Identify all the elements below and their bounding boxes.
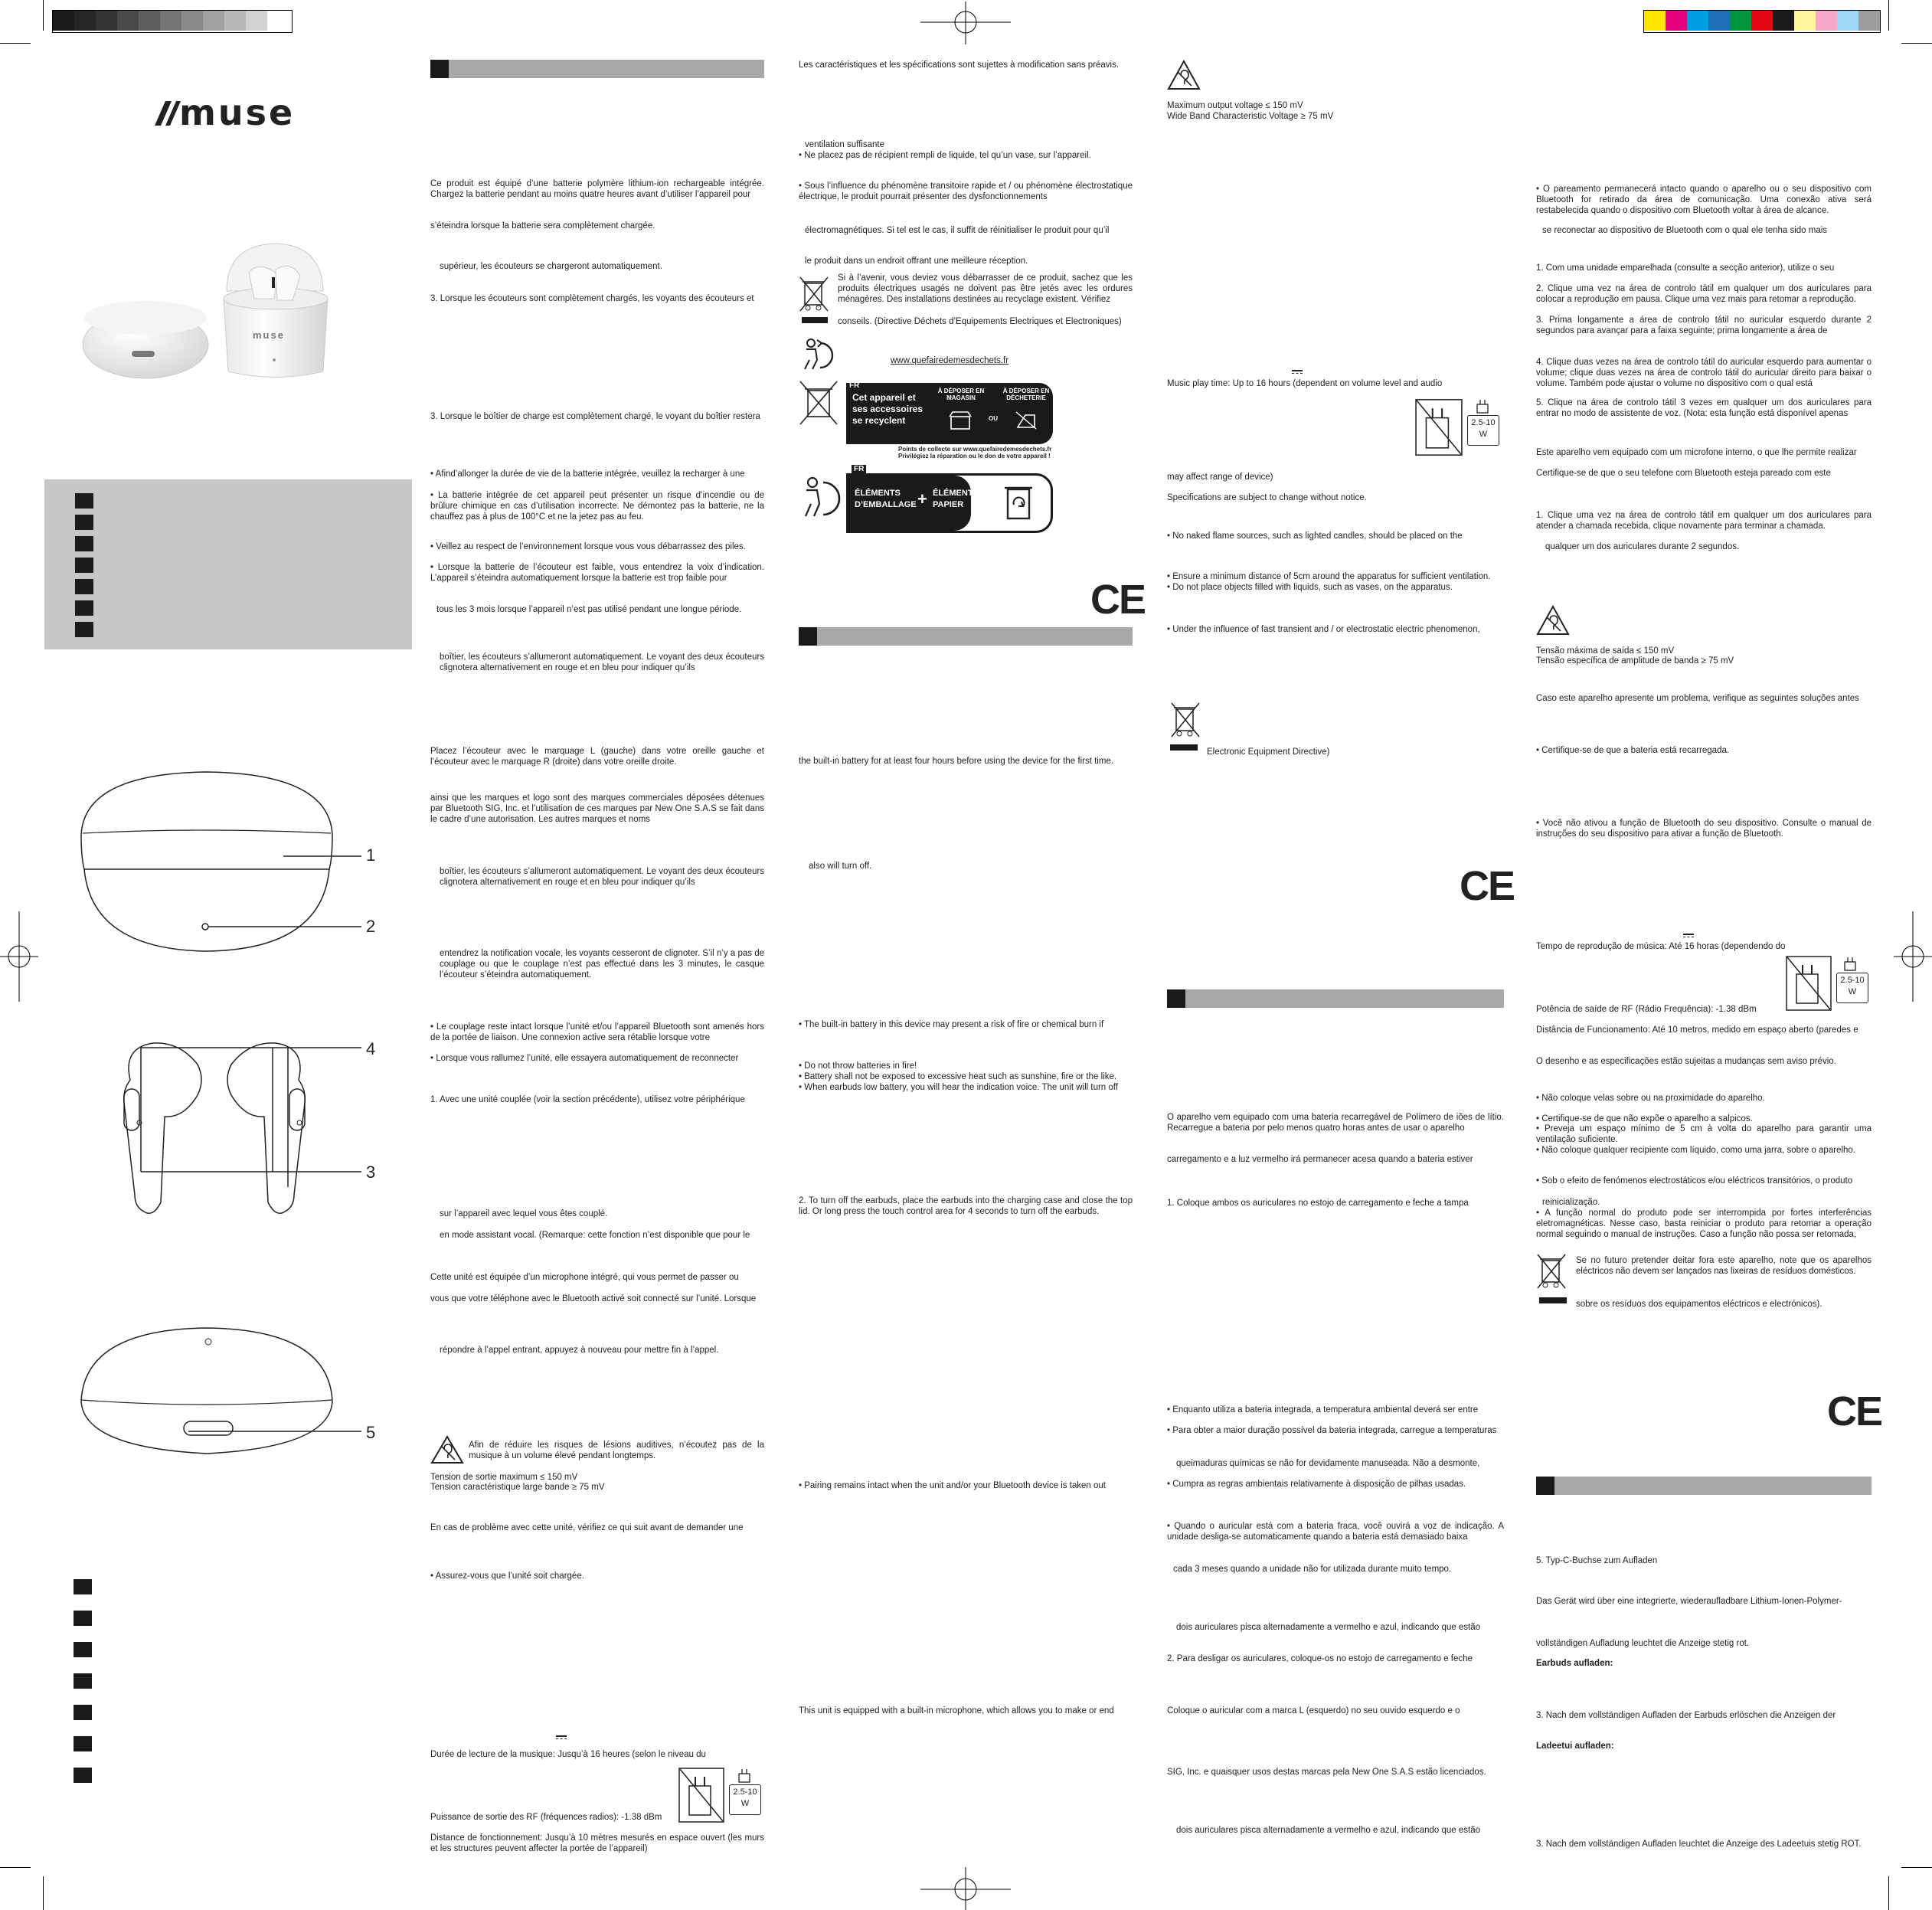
crop-mark	[1901, 1867, 1932, 1868]
plug-icon	[1842, 957, 1858, 971]
para: • La batterie intégrée de cet appareil peut présenter un risque d’incendie ou de brûlure chimique en cas d’utilisation incorrecte. Ne démontez pas la batterie, ne la chauffez pas à plus de 100°C et ne la jetez pas au feu.	[430, 491, 764, 522]
color-bar	[1643, 10, 1881, 33]
para: Este aparelho vem equipado com um microfone interno, o que lhe permite realizar	[1536, 448, 1857, 457]
para: 2. To turn off the earbuds, place the earbuds into the charging case and close the top lid. Or long press the touch control area for 4 seconds to turn off the earbuds.	[799, 1196, 1133, 1216]
muse-logo-mark-icon	[145, 100, 181, 127]
para: • Sob o efeito de fenómenos electrostáticos e/ou eléctricos transitórios, o produto	[1536, 1176, 1853, 1186]
section-header-bar	[430, 60, 764, 78]
para: Tensão máxima de saída ≤ 150 mV	[1536, 646, 1675, 656]
ce-mark: CE	[1460, 863, 1515, 909]
lang-marker	[75, 579, 93, 594]
ce-mark: CE	[1827, 1388, 1882, 1434]
triman-option-b: ÉLÉMENTS PAPIER	[933, 489, 979, 509]
para: Puissance de sortie des RF (fréquences radios): -1.38 dBm	[430, 1813, 662, 1822]
para: cada 3 meses quando a unidade não for utilizada durante muito tempo.	[1173, 1565, 1452, 1574]
para: Potência de saíde de RF (Rádio Frequência): -1.38 dBm	[1536, 1005, 1757, 1014]
label-4: 4	[366, 1039, 376, 1058]
para: dois auriculares pisca alternadamente a vermelho e azul, indicando que estão	[1176, 1623, 1480, 1632]
para: Certifique-se de que o seu telefone com Bluetooth esteja pareado com este	[1536, 469, 1831, 478]
dump-icon	[1015, 410, 1038, 430]
label-5: 5	[366, 1423, 376, 1442]
section-header-bar	[799, 627, 1133, 646]
para: the built-in battery for at least four hours before using the device for the first time.	[799, 757, 1114, 766]
grayscale-bar	[52, 10, 293, 33]
para: vollständigen Aufladung leuchtet die Anzeige stetig rot.	[1536, 1639, 1750, 1648]
para: Caso este aparelho apresente um problema, verifique as seguintes soluções antes	[1536, 694, 1859, 703]
para: 2. Para desligar os auriculares, coloque-os no estojo de carregamento e feche	[1167, 1654, 1473, 1663]
crop-mark	[0, 1867, 31, 1868]
dc-symbol	[1292, 370, 1303, 374]
triman-footnote: Privilégiez la réparation ou le don de votre appareil !	[898, 453, 1051, 460]
charging-case-diagram	[77, 766, 383, 957]
section-header-bar	[1536, 1477, 1872, 1495]
para: 3. Prima longamente a área de controlo tátil no auricular esquerdo durante 2 segundos para avançar para a faixa seguinte; prima longamente a área de	[1536, 316, 1872, 335]
lang-marker	[74, 1705, 92, 1720]
para: • Sous l’influence du phénomène transitoire rapide et / ou phénomène électrostatique électrique, le produit pourrait présenter des dysfonctionnements	[799, 182, 1133, 201]
triman-footnote: Points de collecte sur www.quefairedemesdechets.fr	[898, 446, 1052, 453]
crop-mark	[0, 43, 31, 44]
plug-icon	[1475, 400, 1490, 414]
registration-mark-right	[1894, 911, 1932, 1002]
para: • Ensure a minimum distance of 5cm around the apparatus for sufficient ventilation.	[1167, 572, 1491, 581]
charger-icon-group	[1415, 398, 1504, 456]
charger-power-badge: 2.5-10 W	[1836, 973, 1868, 1003]
section-header-bar	[1167, 989, 1504, 1008]
case-logo-text: muse	[253, 329, 285, 341]
para: Das Gerät wird über eine integrierte, wiederaufladbare Lithium-Ionen-Polymer-	[1536, 1597, 1842, 1606]
para: • O pareamento permanecerá intacto quando o aparelho ou o seu dispositivo com Bluetooth for retirado da área de comunicação. Uma conexão ativa será restabelecida quando o dispositivo com Bluetooth voltar à área de alcance.	[1536, 185, 1872, 215]
earbuds-product-photo	[77, 230, 383, 383]
para: also will turn off.	[809, 862, 872, 871]
para: ainsi que les marques et logo sont des marques commerciales déposées détenues par Bluetooth SIG, Inc. et l’utilisation de ces marques par New One S.A.S se fait dans le cadre d’une autorisation. Les autres marques et noms	[430, 793, 764, 824]
lang-marker	[75, 536, 93, 551]
crop-mark	[1888, 0, 1889, 31]
para: entendrez la notification vocale, les voyants cesseront de clignoter. S’il n’y a pas de couplage ou que le couplage n’est pas effectué dans les 3 minutes, le casque l’écouteur s’éteindra automatiquement.	[440, 949, 764, 980]
dc-symbol	[556, 1735, 567, 1739]
para: 1. Avec une unité couplée (voir la section précédente), utilisez votre périphérique	[430, 1095, 745, 1104]
para: This unit is equipped with a built-in microphone, which allows you to make or end	[799, 1706, 1114, 1715]
hearing-warning-icon	[1167, 60, 1201, 90]
para: • No naked flame sources, such as lighted candles, should be placed on the	[1167, 531, 1463, 541]
recycle-bin-icon	[1002, 482, 1035, 522]
para: électromagnétiques. Si tel est le cas, il suffit de réinitialiser le produit pour qu’il	[805, 226, 1110, 235]
para: Distância de Funcionamento: Até 10 metros, medido em espaço aberto (paredes e	[1536, 1025, 1858, 1035]
para: queimaduras químicas se não for devidamente manuseada. Não a desmonte,	[1176, 1459, 1480, 1468]
para: • Não coloque qualquer recipiente com líquido, como uma jarra, sobre o aparelho.	[1536, 1146, 1855, 1155]
para: vous que votre téléphone avec le Bluetooth activé soit connecté sur l’unité. Lorsque	[430, 1294, 757, 1303]
triman-plus: +	[917, 489, 927, 509]
para: Tensão específica de amplitude de banda ≥ 75 mV	[1536, 656, 1734, 666]
para: reinicialização.	[1542, 1198, 1600, 1207]
weee-bar	[1170, 744, 1198, 751]
para: • Afind’allonger la durée de vie de la batterie intégrée, veuillez la recharger à une	[430, 469, 745, 479]
weee-bar	[802, 317, 828, 323]
para: Earbuds aufladen:	[1536, 1659, 1613, 1668]
para: 3. Nach dem vollständigen Aufladen leuchtet die Anzeige des Ladeetuis stetig ROT.	[1536, 1840, 1862, 1849]
para: ventilation suffisante	[805, 140, 884, 149]
para: Music play time: Up to 16 hours (dependent on volume level and audio	[1167, 379, 1443, 388]
plug-icon	[737, 1769, 752, 1783]
para: • Cumpra as regras ambientais relativamente à disposição de pilhas usadas.	[1167, 1480, 1466, 1489]
para: Specifications are subject to change without notice.	[1167, 493, 1367, 502]
weee-bin-icon	[799, 380, 839, 426]
para: supérieur, les écouteurs se chargeront automatiquement.	[440, 262, 662, 271]
ce-mark: CE	[1090, 577, 1146, 623]
para: • Do not throw batteries in fire!	[799, 1061, 917, 1071]
lang-marker	[75, 493, 93, 509]
para: répondre à l’appel entrant, appuyez à nouveau pour mettre fin à l’appel.	[440, 1346, 719, 1355]
para: O aparelho vem equipado com uma bateria recarregável de Polímero de iões de lítio. Recarregue a bateria por pelo menos quatro horas antes de usar o aparelho	[1167, 1113, 1504, 1133]
para: Wide Band Characteristic Voltage ≥ 75 mV	[1167, 112, 1334, 121]
lang-marker	[75, 558, 93, 573]
para: • Quando o auricular está com a bateria fraca, você ouvirá a voz de indicação. A unidade desliga-se automaticamente quando a bateria está demasiado baixa	[1167, 1522, 1504, 1542]
charger-power-badge: 2.5-10 W	[1467, 415, 1499, 446]
para: s’éteindra lorsque la batterie sera complètement chargée.	[430, 221, 655, 231]
para: Placez l’écouteur avec le marquage L (gauche) dans votre oreille gauche et l’écouteur avec le marquage R (droite) dans votre oreille droite.	[430, 747, 764, 767]
triman-panel	[846, 465, 1053, 533]
para: • Certifique-se de que a bateria está recarregada.	[1536, 746, 1730, 755]
para: • Lorsque vous rallumez l’unité, elle essayera automatiquement de reconnecter	[430, 1054, 739, 1063]
para: Electronic Equipment Directive)	[1207, 747, 1330, 757]
weee-bin-icon	[1170, 702, 1201, 738]
registration-mark-bottom	[920, 1867, 1011, 1910]
crop-mark	[1901, 43, 1932, 44]
triman-info-block-2	[799, 464, 1053, 533]
crop-mark	[1888, 1876, 1889, 1910]
crop-mark	[43, 1876, 44, 1910]
weee-bin-icon	[799, 276, 829, 312]
para: Si à l’avenir, vous deviez vous débarrasser de ce produit, sachez que les produits électriques usagés ne doivent pas être jetés avec les ordures ménagères. Des installations destinées au recyclage existent. Vérifiez	[838, 273, 1133, 304]
para: • Enquanto utiliza a bateria integrada, a temperatura ambiental deverá ser entre	[1167, 1405, 1479, 1415]
para: Coloque o auricular com a marca L (esquerdo) no seu ouvido esquerdo e o	[1167, 1706, 1460, 1715]
para: 1. Com uma unidade emparelhada (consulte a secção anterior), utilize o seu	[1536, 263, 1835, 273]
para: Les caractéristiques et les spécifications sont sujettes à modification sans préavis.	[799, 61, 1120, 70]
para: En cas de problème avec cette unité, vérifiez ce qui suit avant de demander une	[430, 1523, 744, 1532]
para: • Veillez au respect de l’environnement lorsque vous vous débarrassez des piles.	[430, 542, 746, 551]
fr-badge: FR	[849, 381, 860, 390]
triman-option-a: ÉLÉMENTS D’EMBALLAGE	[855, 489, 917, 509]
lang-marker	[75, 622, 93, 637]
lang-marker	[75, 600, 93, 616]
para: sur l’appareil avec lequel vous êtes couplé.	[440, 1209, 608, 1218]
brand-logo-text: muse	[179, 92, 296, 133]
no-charger-icon	[1786, 956, 1832, 1011]
para: Afin de réduire les risques de lésions auditives, n’écoutez pas de la musique à un volume élevé pendant longtemps.	[469, 1441, 764, 1460]
fr-badge: FR	[852, 465, 866, 473]
para: • Ne placez pas de récipient rempli de liquide, tel qu’un vase, sur l’appareil.	[799, 151, 1091, 160]
no-charger-icon	[1415, 398, 1463, 456]
para: 2. Clique uma vez na área de controlo tátil em qualquer um dos auriculares para colocar a reprodução em pausa. Clique uma vez mais para retomar a reprodução.	[1536, 284, 1872, 304]
para: • Certifique-se de que não expõe o aparelho a salpicos.	[1536, 1114, 1753, 1123]
para: • Pairing remains intact when the unit and/or your Bluetooth device is taken out	[799, 1481, 1107, 1490]
label-2: 2	[366, 917, 376, 936]
lang-marker	[74, 1642, 92, 1657]
para: • Do not place objects filled with liquids, such as vases, on the apparatus.	[1167, 583, 1453, 592]
para: • Não coloque velas sobre ou na proximidade do aparelho.	[1536, 1094, 1765, 1103]
para: 3. Lorsque les écouteurs sont complètement chargés, les voyants des écouteurs et	[430, 294, 754, 303]
para: 5. Clique na área de controlo tátil 3 vezes em qualquer um dos auriculares para entrar no modo de assistente de voz. (Nota: esta função está disponível apenas	[1536, 398, 1872, 418]
para: se reconectar ao dispositivo de Bluetooth com o qual ele tenha sido mais	[1542, 226, 1828, 235]
para: • Lorsque la batterie de l’écouteur est faible, vous entendrez la voix d’indication. L’appareil s’éteindra automatiquement lorsque la batterie est trop faible pour	[430, 563, 764, 583]
label-1: 1	[366, 845, 376, 865]
para: Se no futuro pretender deitar fora este aparelho, note que os aparelhos eléctricos não devem ser lançados nas lixeiras de resíduos domésticos.	[1576, 1256, 1872, 1276]
para: • The built-in battery in this device may present a risk of fire or chemical burn if	[799, 1020, 1104, 1029]
para: boîtier, les écouteurs s’allumeront automatiquement. Le voyant des deux écouteurs clignotera alternativement en rouge et en bleu pour indiquer qu’ils	[440, 867, 764, 887]
hearing-warning-icon	[430, 1435, 464, 1464]
para: Ladeetui aufladen:	[1536, 1742, 1614, 1751]
para: 4. Clique duas vezes na área de controlo tátil do auricular esquerdo para aumentar o volume; clique duas vezes na área de controlo tátil do auricular direito para baixar o volume. Também pode ajustar o volume no dispositivo com o qual está	[1536, 358, 1872, 388]
charger-power-badge: 2.5-10 W	[729, 1784, 761, 1815]
store-icon	[949, 410, 972, 430]
triman-option-a: À DÉPOSER EN MAGASIN	[937, 388, 985, 401]
triman-info-block-1	[799, 380, 1053, 460]
para: boîtier, les écouteurs s’allumeront automatiquement. Le voyant des deux écouteurs clignotera alternativement en rouge et en bleu pour indiquer qu’ils	[440, 652, 764, 672]
lang-marker	[74, 1736, 92, 1751]
para: conseils. (Directive Déchets d’Equipements Electriques et Electroniques)	[838, 317, 1122, 326]
para: Cette unité est équipée d’un microphone intégré, qui vous permet de passer ou	[430, 1273, 739, 1282]
para: Tension de sortie maximum ≤ 150 mV	[430, 1473, 578, 1482]
case-back-diagram	[77, 1325, 383, 1463]
para: may affect range of device)	[1167, 473, 1273, 482]
para: 5. Typ-C-Buchse zum Aufladen	[1536, 1556, 1658, 1565]
crop-mark	[43, 0, 44, 31]
registration-mark-left	[0, 911, 38, 1002]
para: Ce produit est équipé d’une batterie polymère lithium-ion rechargeable intégrée. Chargez la batterie pendant au moins quatre heures avant d’utiliser l’appareil pour	[430, 179, 764, 199]
weee-bin-icon	[1536, 1253, 1567, 1290]
triman-main-text: Cet appareil et ses accessoires se recyclent	[852, 392, 924, 426]
triman-panel	[846, 383, 1053, 444]
para: • Le couplage reste intact lorsque l’unité et/ou l’appareil Bluetooth sont amenés hors de la portée de liaison. Une connexion active sera rétablie lorsque votre	[430, 1022, 764, 1042]
para: • Para obter a maior duração possível da bateria integrada, carregue a temperaturas	[1167, 1426, 1497, 1435]
para: Tempo de reprodução de música: Até 16 horas (dependendo do	[1536, 942, 1786, 951]
para: dois auriculares pisca alternadamente a vermelho e azul, indicando que estão	[1176, 1826, 1480, 1835]
para: Tension caractéristique large bande ≥ 75 mV	[430, 1483, 605, 1492]
lang-marker	[74, 1611, 92, 1626]
earbuds-diagram	[107, 1034, 368, 1225]
para: en mode assistant vocal. (Remarque: cette fonction n’est disponible que pour le	[440, 1231, 750, 1240]
para: tous les 3 mois lorsque l’appareil n’est pas utilisé pendant une longue période.	[436, 605, 742, 614]
para: le produit dans un endroit offrant une meilleure réception.	[805, 257, 1028, 266]
para: 1. Coloque ambos os auriculares no estojo de carregamento e feche a tampa	[1167, 1199, 1469, 1208]
para: 3. Lorsque le boîtier de charge est complètement chargé, le voyant du boîtier restera	[430, 412, 760, 421]
triman-or: OU	[989, 415, 998, 422]
lang-marker	[74, 1768, 92, 1783]
registration-mark-top	[920, 2, 1011, 44]
triman-icon	[799, 337, 835, 371]
weee-bar	[1539, 1297, 1567, 1303]
para: 3. Nach dem vollständigen Aufladen der Earbuds erlöschen die Anzeigen der	[1536, 1711, 1836, 1720]
para: Durée de lecture de la musique: Jusqu’à 16 heures (selon le niveau du	[430, 1750, 706, 1759]
para: • A função normal do produto pode ser interrompida por fortes interferências eletromagnéticas. Nesse caso, basta reiniciar o produto para retomar a operação normal seguindo o manual de instruções. Caso a função não possa ser retomada,	[1536, 1208, 1872, 1239]
hearing-warning-icon	[1536, 605, 1570, 636]
para: carregamento e a luz vermelho irá permanecer acesa quando a bateria estiver	[1167, 1155, 1473, 1164]
para: O desenho e as especificações estão sujeitas a mudanças sem aviso prévio.	[1536, 1057, 1836, 1066]
para: • Assurez-vous que l’unité soit chargée.	[430, 1571, 584, 1581]
para: • Under the influence of fast transient and / or electrostatic electric phenomenon,	[1167, 625, 1480, 634]
para: • When earbuds low battery, you will hear the indication voice. The unit will turn off	[799, 1083, 1118, 1092]
lang-marker	[74, 1579, 92, 1594]
para: sobre os resíduos dos equipamentos eléctricos e electrónicos).	[1576, 1300, 1822, 1309]
para: • Battery shall not be exposed to excessive heat such as sunshine, fire or the like.	[799, 1072, 1117, 1081]
triman-option-b: À DÉPOSER EN DÉCHETERIE	[1002, 388, 1050, 401]
para: • Você não ativou a função de Bluetooth do seu dispositivo. Consulte o manual de instruções do seu dispositivo para ativar a função de Bluetooth.	[1536, 819, 1872, 839]
language-index-panel	[44, 479, 412, 649]
recycling-link[interactable]: www.quefairedemesdechets.fr	[891, 356, 1009, 365]
para: SIG, Inc. e quaisquer usos destas marcas pela New One S.A.S estão licenciados.	[1167, 1768, 1486, 1777]
para: 1. Clique uma vez na área de controlo tátil em qualquer um dos auriculares para atender a chamada recebida, clique novamente para terminar a chamada.	[1536, 511, 1872, 531]
para: qualquer um dos auriculares durante 2 segundos.	[1545, 542, 1740, 551]
lang-marker	[75, 515, 93, 530]
para: Maximum output voltage ≤ 150 mV	[1167, 101, 1303, 110]
dc-symbol	[1683, 934, 1694, 937]
para: Distance de fonctionnement: Jusqu’à 10 mètres mesurés en espace ouvert (les murs et les structures peuvent affecter la portée de l’appareil)	[430, 1833, 764, 1853]
label-3: 3	[366, 1163, 376, 1182]
lang-marker	[74, 1673, 92, 1689]
para: • Preveja um espaço mínimo de 5 cm à volta do aparelho para garantir uma ventilação suficiente.	[1536, 1124, 1872, 1144]
charger-icon-group	[1786, 956, 1872, 1011]
triman-icon	[799, 475, 842, 521]
